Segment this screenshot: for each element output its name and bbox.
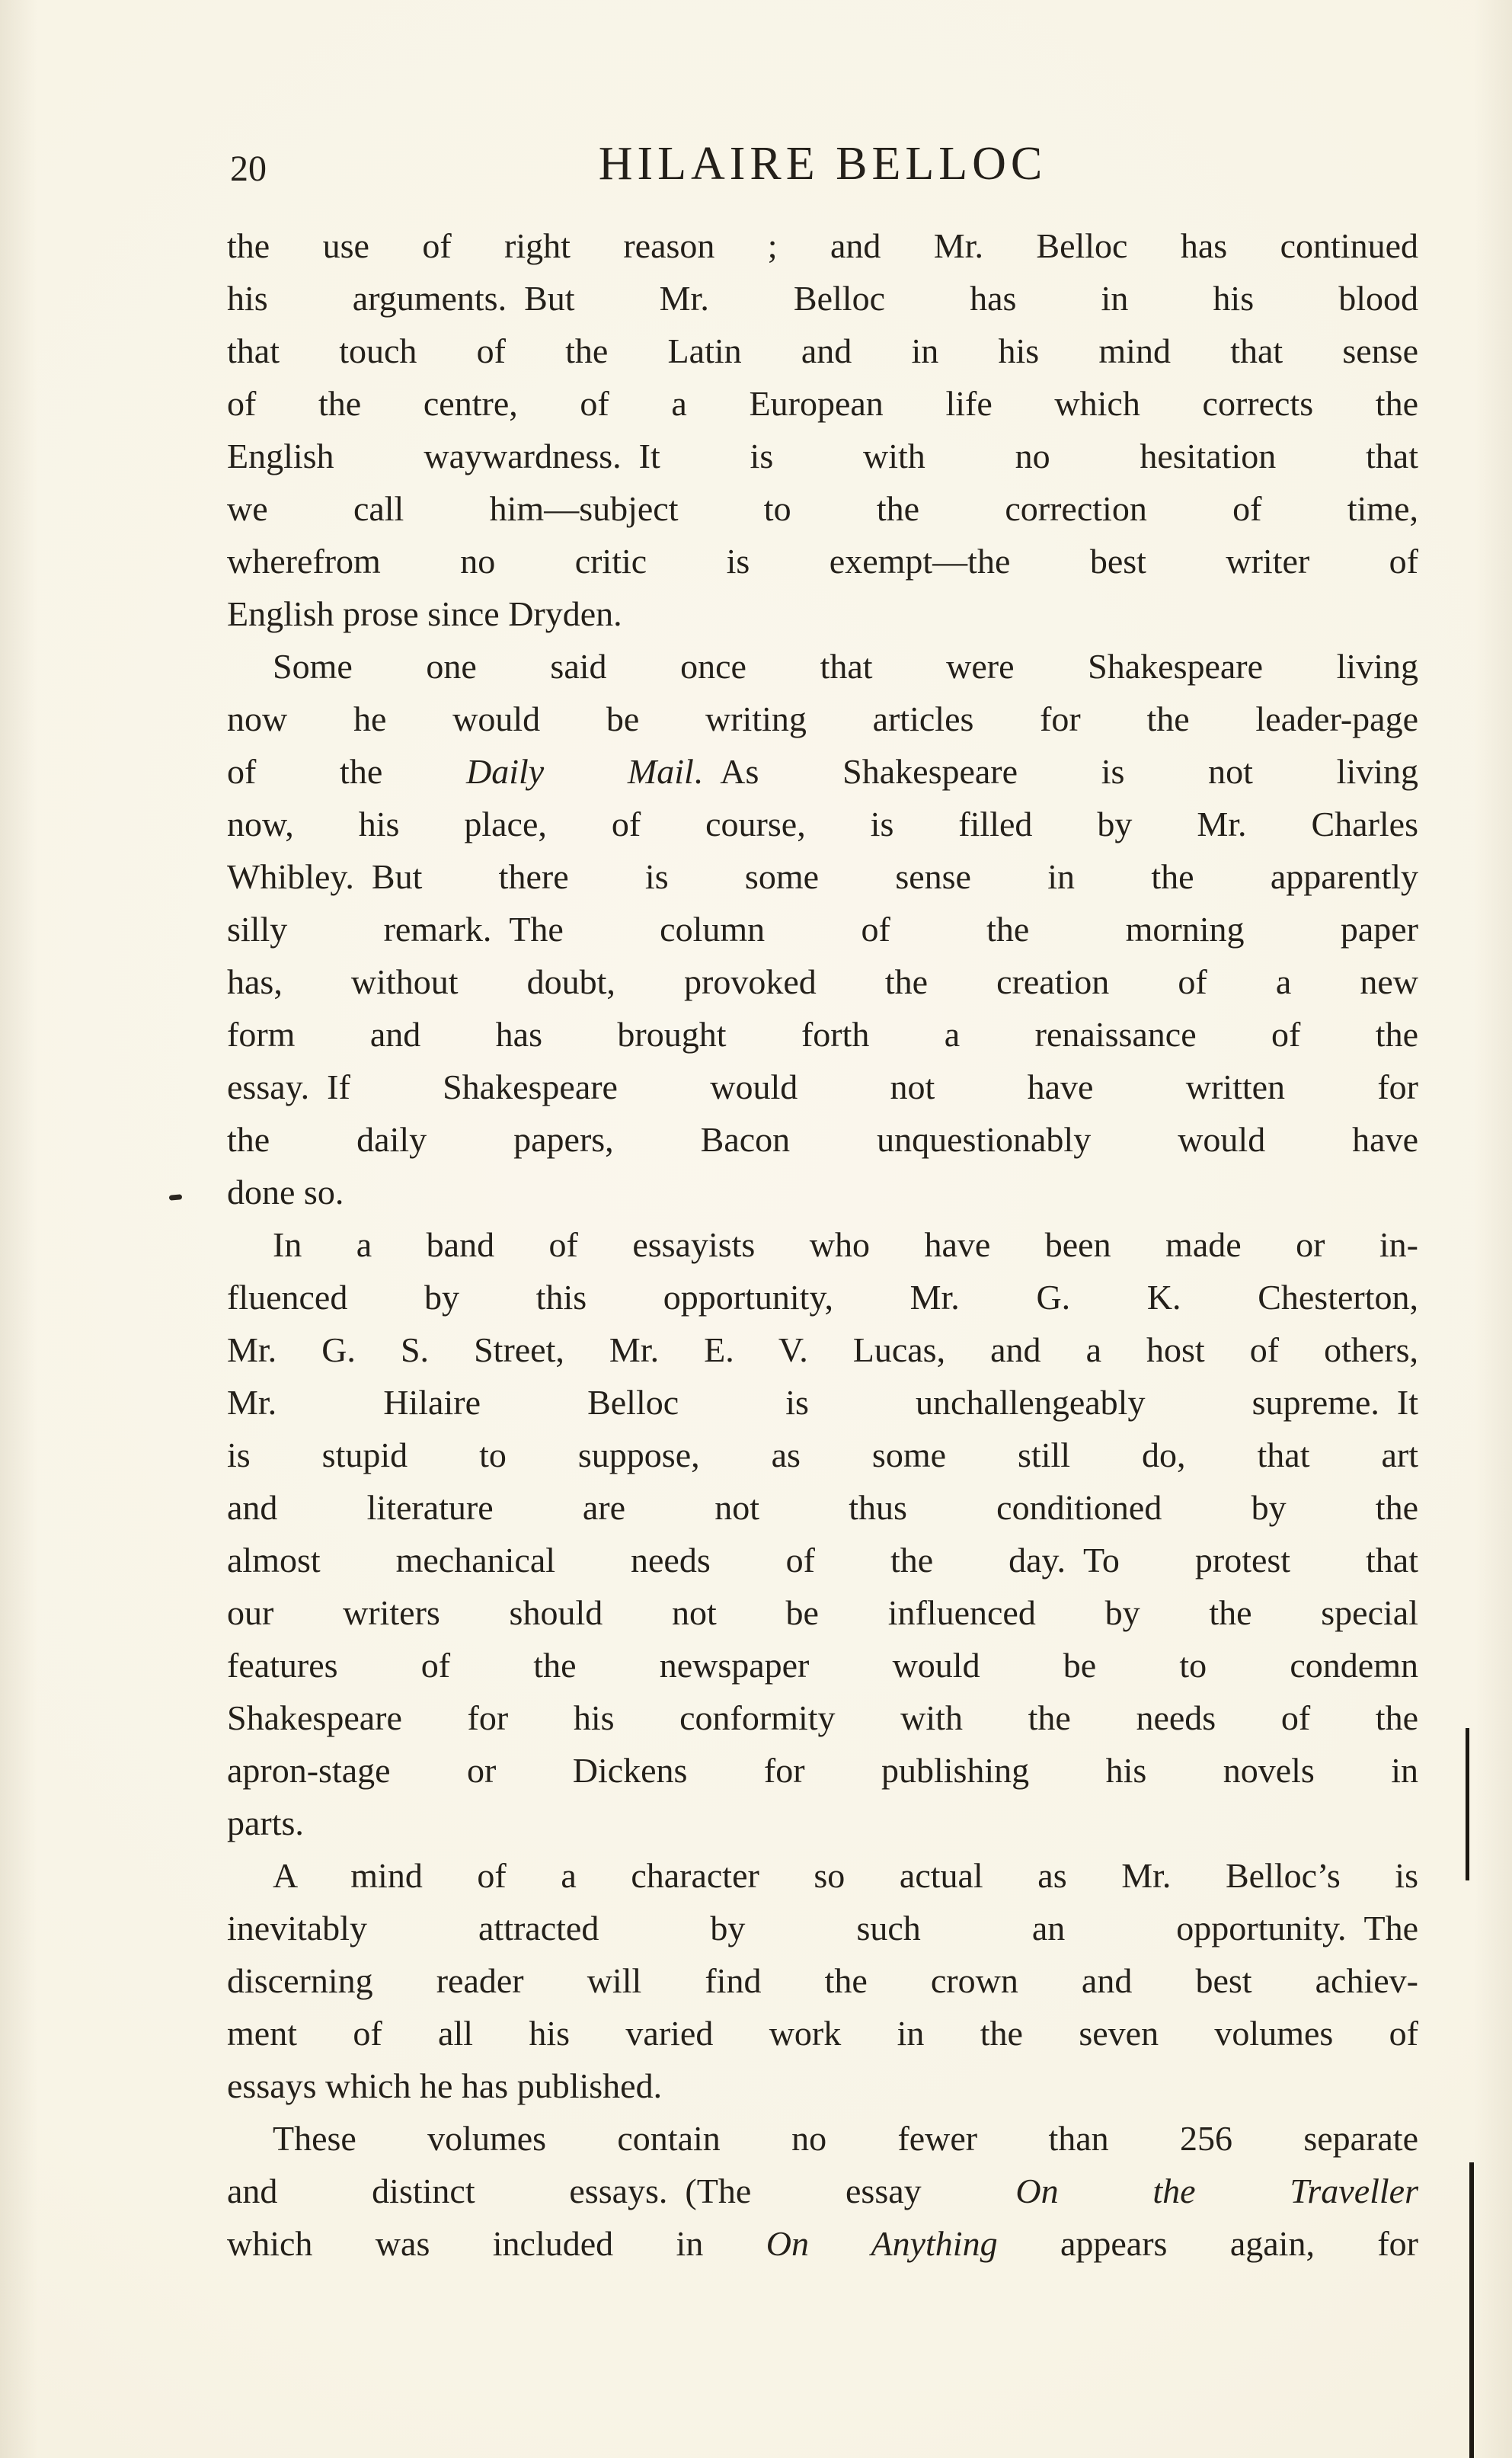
text-segment: Mr. Hilaire Belloc is unchallengeably supreme. It	[227, 1383, 1418, 1422]
text-segment: and literature are not thus conditioned by the	[227, 1488, 1418, 1527]
text-line	[227, 1534, 1418, 1586]
text-segment: now, his place, of course, is filled by Mr. Charles	[227, 805, 1418, 843]
text-segment: fluenced by this opportunity, Mr. G. K. Chesterton,	[227, 1278, 1418, 1317]
text-segment: Some one said once that were Shakespeare living	[273, 647, 1418, 686]
text-segment: inevitably attracted by such an opportunity. The	[227, 1909, 1418, 1948]
text-line	[227, 325, 1418, 377]
text-segment: and distinct essays. (The essay	[227, 2172, 1016, 2210]
text-line	[227, 1744, 1418, 1797]
text-segment: A mind of a character so actual as Mr. Belloc’s is	[273, 1856, 1418, 1895]
text-segment: of the	[227, 752, 466, 791]
text-line	[227, 1849, 1418, 1902]
text-line	[227, 1323, 1418, 1376]
text-line	[227, 2112, 1418, 2165]
text-line	[227, 693, 1418, 745]
italic-text: Daily Mail	[465, 752, 694, 791]
text-line	[227, 1271, 1418, 1323]
text-line	[227, 2165, 1418, 2217]
text-line	[227, 903, 1418, 955]
italic-text: On the Traveller	[1015, 2172, 1418, 2210]
text-segment: our writers should not be influenced by the special	[227, 1593, 1418, 1632]
text-segment: of the centre, of a European life which corrects the	[227, 384, 1418, 423]
text-segment: Shakespeare for his conformity with the needs of the	[227, 1698, 1418, 1737]
text-line	[227, 1113, 1418, 1166]
text-segment: apron-stage or Dickens for publishing his novels in	[227, 1751, 1418, 1790]
text-line	[227, 219, 1418, 272]
text-segment: the use of right reason ; and Mr. Belloc has continued	[227, 226, 1418, 265]
text-segment: Whibley. But there is some sense in the apparently	[227, 857, 1418, 896]
text-line	[227, 1586, 1418, 1639]
text-line	[227, 745, 1418, 798]
text-segment: parts.	[227, 1803, 304, 1842]
text-line	[227, 1061, 1418, 1113]
page-edge-line-1	[1466, 1728, 1469, 1880]
text-line	[227, 2007, 1418, 2060]
text-line	[227, 640, 1418, 693]
text-segment: which was included in	[227, 2224, 766, 2263]
text-line	[227, 1008, 1418, 1061]
text-segment: form and has brought forth a renaissance of the	[227, 1015, 1418, 1054]
stray-ink-mark	[169, 1194, 183, 1200]
text-segment: that touch of the Latin and in his mind that sense	[227, 331, 1418, 370]
text-segment: English waywardness. It is with no hesitation that	[227, 437, 1418, 475]
text-line	[227, 1481, 1418, 1534]
text-line	[227, 1639, 1418, 1691]
text-segment: his arguments. But Mr. Belloc has in his blood	[227, 279, 1418, 318]
text-segment: wherefrom no critic is exempt—the best writer of	[227, 542, 1418, 581]
body-text	[227, 219, 1418, 2270]
text-line	[227, 430, 1418, 482]
running-header: HILAIRE BELLOC	[598, 138, 1047, 190]
text-line	[227, 272, 1418, 325]
page-edge-line-2	[1469, 2162, 1474, 2458]
text-segment: English prose since Dryden.	[227, 594, 622, 633]
text-segment: These volumes contain no fewer than 256 separate	[273, 2119, 1418, 2158]
text-segment: we call him—subject to the correction of time,	[227, 489, 1418, 528]
text-line	[227, 1429, 1418, 1481]
text-segment: essays which he has published.	[227, 2066, 663, 2105]
text-segment: Mr. G. S. Street, Mr. E. V. Lucas, and a host of others,	[227, 1330, 1418, 1369]
page-header	[227, 134, 1418, 194]
text-line	[227, 2060, 1418, 2112]
text-segment: silly remark. The column of the morning paper	[227, 910, 1418, 949]
text-line	[227, 377, 1418, 430]
text-segment: the daily papers, Bacon unquestionably would have	[227, 1120, 1418, 1159]
text-line	[227, 1902, 1418, 1954]
text-segment: is stupid to suppose, as some still do, that art	[227, 1435, 1418, 1474]
text-line	[227, 1797, 1418, 1849]
text-line	[227, 1376, 1418, 1429]
text-line	[227, 482, 1418, 535]
text-line	[227, 535, 1418, 587]
text-segment: appears again, for	[997, 2224, 1418, 2263]
text-segment: almost mechanical needs of the day. To protest that	[227, 1541, 1418, 1579]
italic-text: On Anything	[766, 2224, 998, 2263]
text-segment: now he would be writing articles for the leader-page	[227, 699, 1418, 738]
text-line	[227, 2217, 1418, 2270]
page-number: 20	[230, 149, 267, 189]
text-segment: done so.	[227, 1173, 344, 1211]
text-line	[227, 955, 1418, 1008]
text-line	[227, 1166, 1418, 1218]
text-line	[227, 798, 1418, 850]
text-segment: features of the newspaper would be to condemn	[227, 1646, 1418, 1685]
text-line	[227, 1691, 1418, 1744]
text-segment: discerning reader will find the crown and best achiev-	[227, 1961, 1418, 2000]
text-line	[227, 1954, 1418, 2007]
text-segment: ment of all his varied work in the seven volumes of	[227, 2014, 1418, 2053]
text-line	[227, 850, 1418, 903]
text-line	[227, 587, 1418, 640]
text-segment: . As Shakespeare is not living	[693, 752, 1419, 791]
text-segment: In a band of essayists who have been made or in-	[273, 1225, 1418, 1264]
text-segment: has, without doubt, provoked the creation of a new	[227, 962, 1418, 1001]
text-segment: essay. If Shakespeare would not have written for	[227, 1067, 1418, 1106]
text-line	[227, 1218, 1418, 1271]
